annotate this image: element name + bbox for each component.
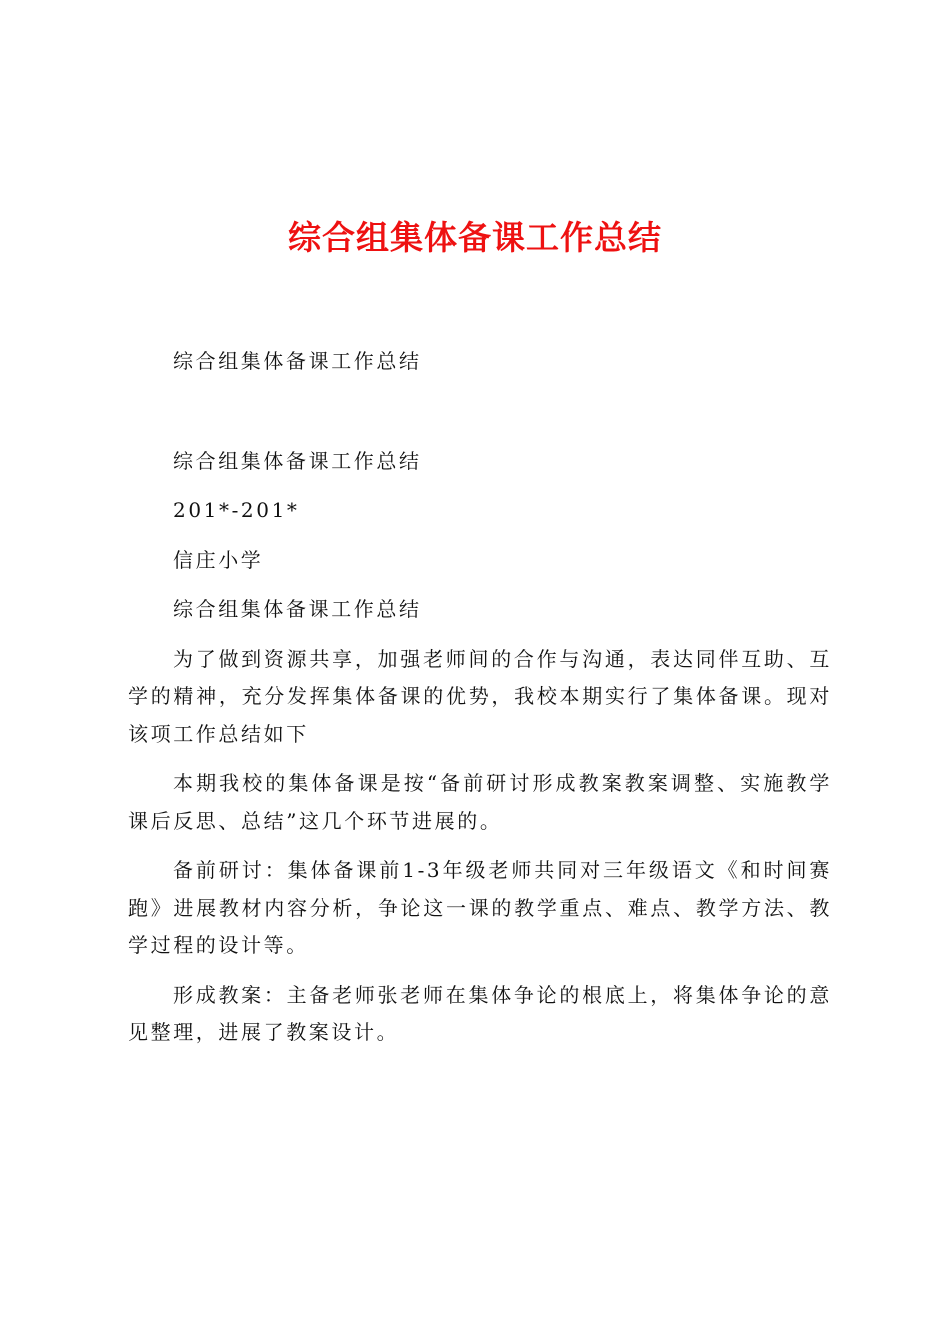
spacer [128,381,832,443]
paragraph-lesson-plan: 形成教案：主备老师张老师在集体争论的根底上，将集体争论的意见整理，进展了教案设计。 [128,982,832,1044]
paragraph-process: 本期我校的集体备课是按“备前研讨形成教案教案调整、实施教学课后反思、总结”这几个环节进展的。 [128,771,832,833]
spacer [128,579,832,591]
spacer [128,965,832,977]
document-title: 综合组集体备课工作总结 [288,218,662,257]
spacer [128,753,832,765]
spacer [128,840,832,852]
spacer [128,480,832,492]
paragraph-year: 201*-201* [173,498,300,522]
paragraph-pre-discussion: 备前研讨：集体备课前1-3年级老师共同对三年级语文《和时间赛跑》进展教材内容分析，争论这一课的教学重点、难点、教学方法、教学过程的设计等。 [128,858,832,957]
document-body [128,343,832,1052]
paragraph-intro: 为了做到资源共享，加强老师间的合作与沟通，表达同伴互助、互学的精神，充分发挥集体备课的优势，我校本期实行了集体备课。现对该项工作总结如下 [128,646,832,746]
paragraph-heading-2: 综合组集体备课工作总结 [173,448,422,473]
spacer [128,629,832,641]
spacer [128,530,832,542]
paragraph-school: 信庄小学 [173,547,264,572]
paragraph-heading-1: 综合组集体备课工作总结 [173,349,422,373]
paragraph-heading-3: 综合组集体备课工作总结 [173,597,422,621]
